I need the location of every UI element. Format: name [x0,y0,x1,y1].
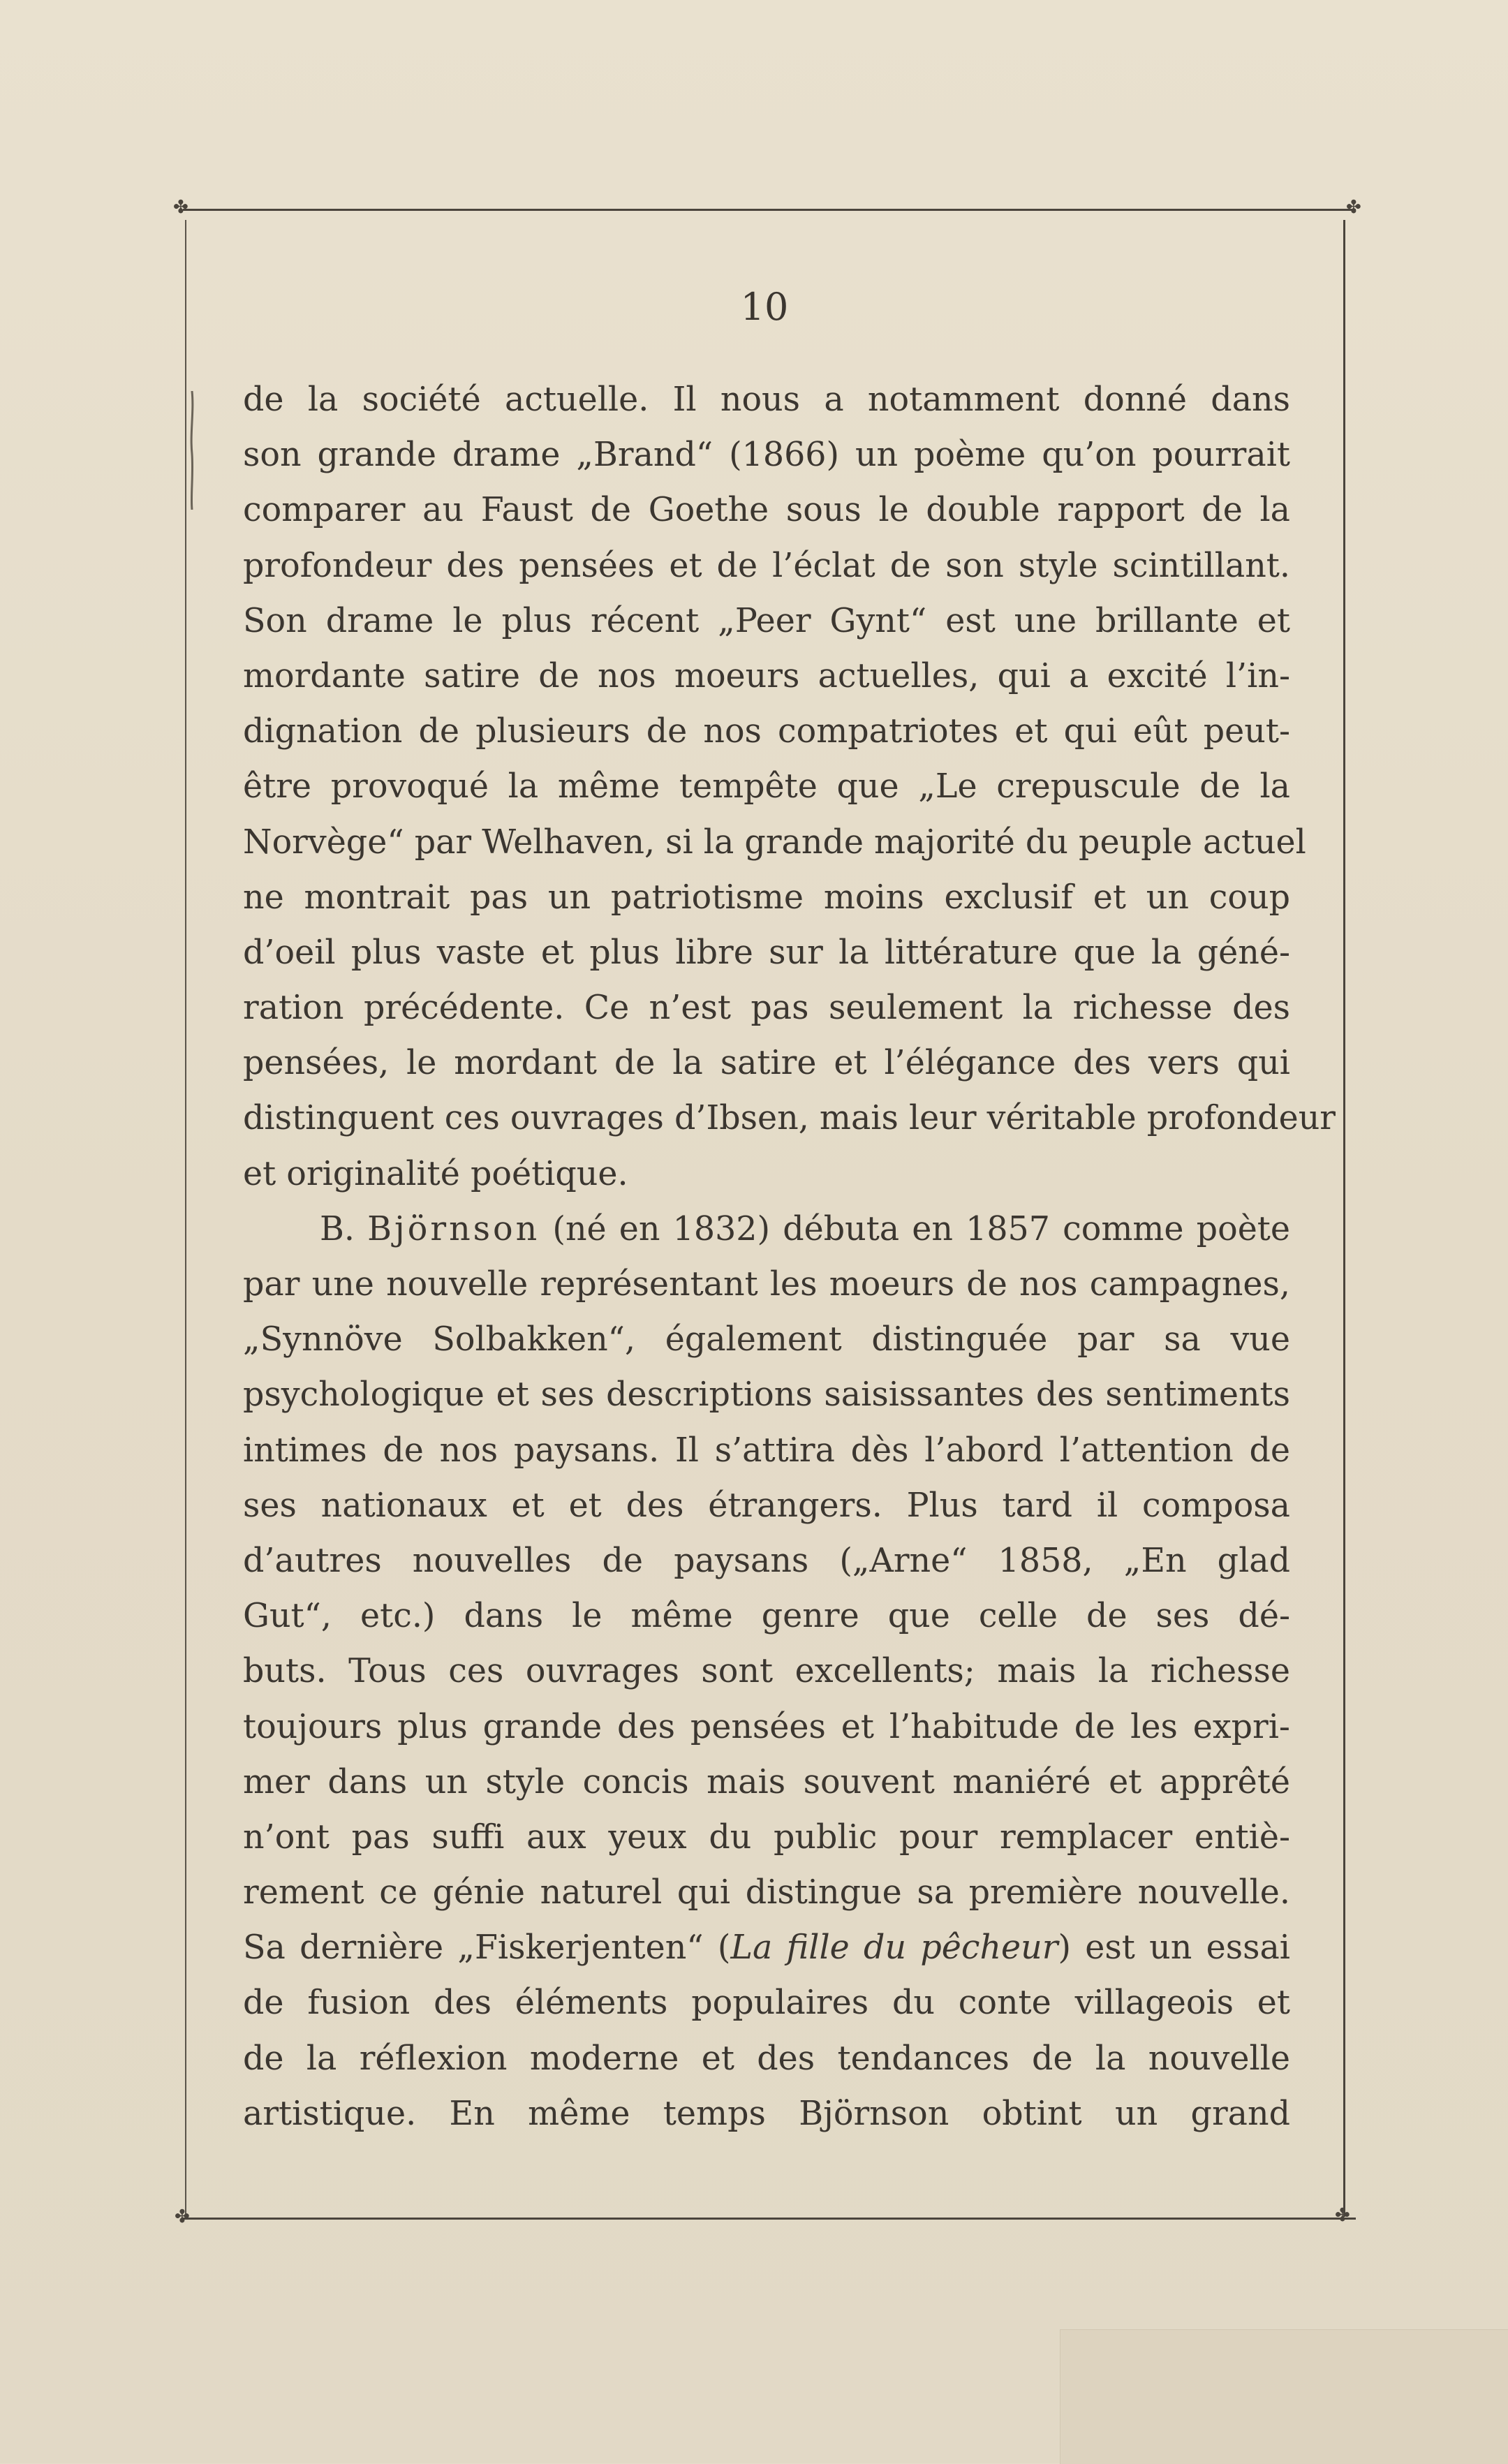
text-line: ration précédente. Ce n’est pas seulement la richesse des [243,989,1290,1028]
margin-pencil-mark [188,391,195,510]
frame-corner-ornament-bottom-right: ✤ [1335,2205,1350,2226]
text-line: Norvège“ par Welhaven, si la grande majorité du peuple actuel [243,822,1306,862]
italic-title: La fille du pêcheur [730,1928,1058,1968]
text-line: psychologique et ses descriptions saisissantes des sentiments [243,1375,1290,1415]
text-line: ses nationaux et et des étrangers. Plus tard il composa [243,1486,1290,1525]
frame-left-rule [185,220,186,2217]
scan-edge-strip [1060,2329,1508,2464]
text-line: mer dans un style concis mais souvent maniéré et apprêté [243,1762,1290,1801]
body-text [243,372,1336,2141]
text-line: intimes de nos paysans. Il s’attira dès l’abord l’attention de [243,1431,1290,1470]
text-line: être provoqué la même tempête que „Le crepuscule de la [243,767,1290,806]
paragraph-start-line [243,1202,1290,1257]
frame-corner-ornament-top-left: ✤ [173,197,188,218]
text-line: comparer au Faust de Goethe sous le double rapport de la [243,491,1290,530]
author-name-spaced: Björnson [367,1209,540,1248]
text-run: ) est un essai [1058,1928,1290,1968]
text-line: d’oeil plus vaste et plus libre sur la littérature que la géné- [243,933,1290,972]
text-line: dignation de plusieurs de nos compatriotes et qui eût peut- [243,712,1290,751]
frame-corner-ornament-top-right: ✤ [1346,197,1361,218]
text-run: (né en 1832) débuta en 1857 comme poète [540,1209,1290,1248]
frame-corner-ornament-bottom-left: ✤ [175,2206,190,2227]
text-line: rement ce génie naturel qui distingue sa première nouvelle. [243,1873,1290,1912]
text-line: buts. Tous ces ouvrages sont excellents; mais la richesse [243,1652,1290,1691]
text-line: de fusion des éléments populaires du conte villageois et [243,1984,1290,2023]
text-line: n’ont pas suffi aux yeux du public pour remplacer entiè- [243,1817,1290,1857]
frame-right-rule [1343,220,1345,2217]
text-line: distinguent ces ouvrages d’Ibsen, mais leur véritable profondeur [243,1099,1336,1138]
text-line: „Synnöve Solbakken“, également distinguée par sa vue [243,1320,1290,1359]
text-line: pensées, le mordant de la satire et l’élégance des vers qui [243,1044,1290,1083]
frame-top-rule [183,209,1356,211]
text-line: son grande drame „Brand“ (1866) un poème qu’on pourrait [243,436,1290,475]
text-line: de la société actuelle. Il nous a notamment donné dans [243,381,1290,419]
text-line: toujours plus grande des pensées et l’habitude de les expri- [243,1707,1290,1746]
text-line: de la réflexion moderne et des tendances de la nouvelle [243,2039,1290,2078]
text-line: par une nouvelle représentant les moeurs de nos campagnes, [243,1265,1290,1304]
paragraph-end-line: et originalité poétique. [243,1154,628,1193]
text-line: Son drame le plus récent „Peer Gynt“ est une brillante et [243,601,1290,640]
text-line: artistique. En même temps Björnson obtint un grand [243,2094,1290,2133]
frame-bottom-rule [183,2218,1356,2220]
text-run: Sa dernière „Fiskerjenten“ ( [243,1928,731,1968]
text-line: profondeur des pensées et de l’éclat de son style scintillant. [243,546,1290,585]
text-line: mordante satire de nos moeurs actuelles, qui a excité l’in- [243,656,1290,695]
text-run: B. [320,1209,368,1248]
page-number: 10 [740,285,789,329]
text-line: d’autres nouvelles de paysans („Arne“ 1858, „En glad [243,1541,1290,1580]
text-line: ne montrait pas un patriotisme moins exclusif et un coup [243,878,1290,917]
text-line: Gut“, etc.) dans le même genre que celle de ses dé- [243,1597,1290,1636]
text-line [243,1920,1290,1975]
